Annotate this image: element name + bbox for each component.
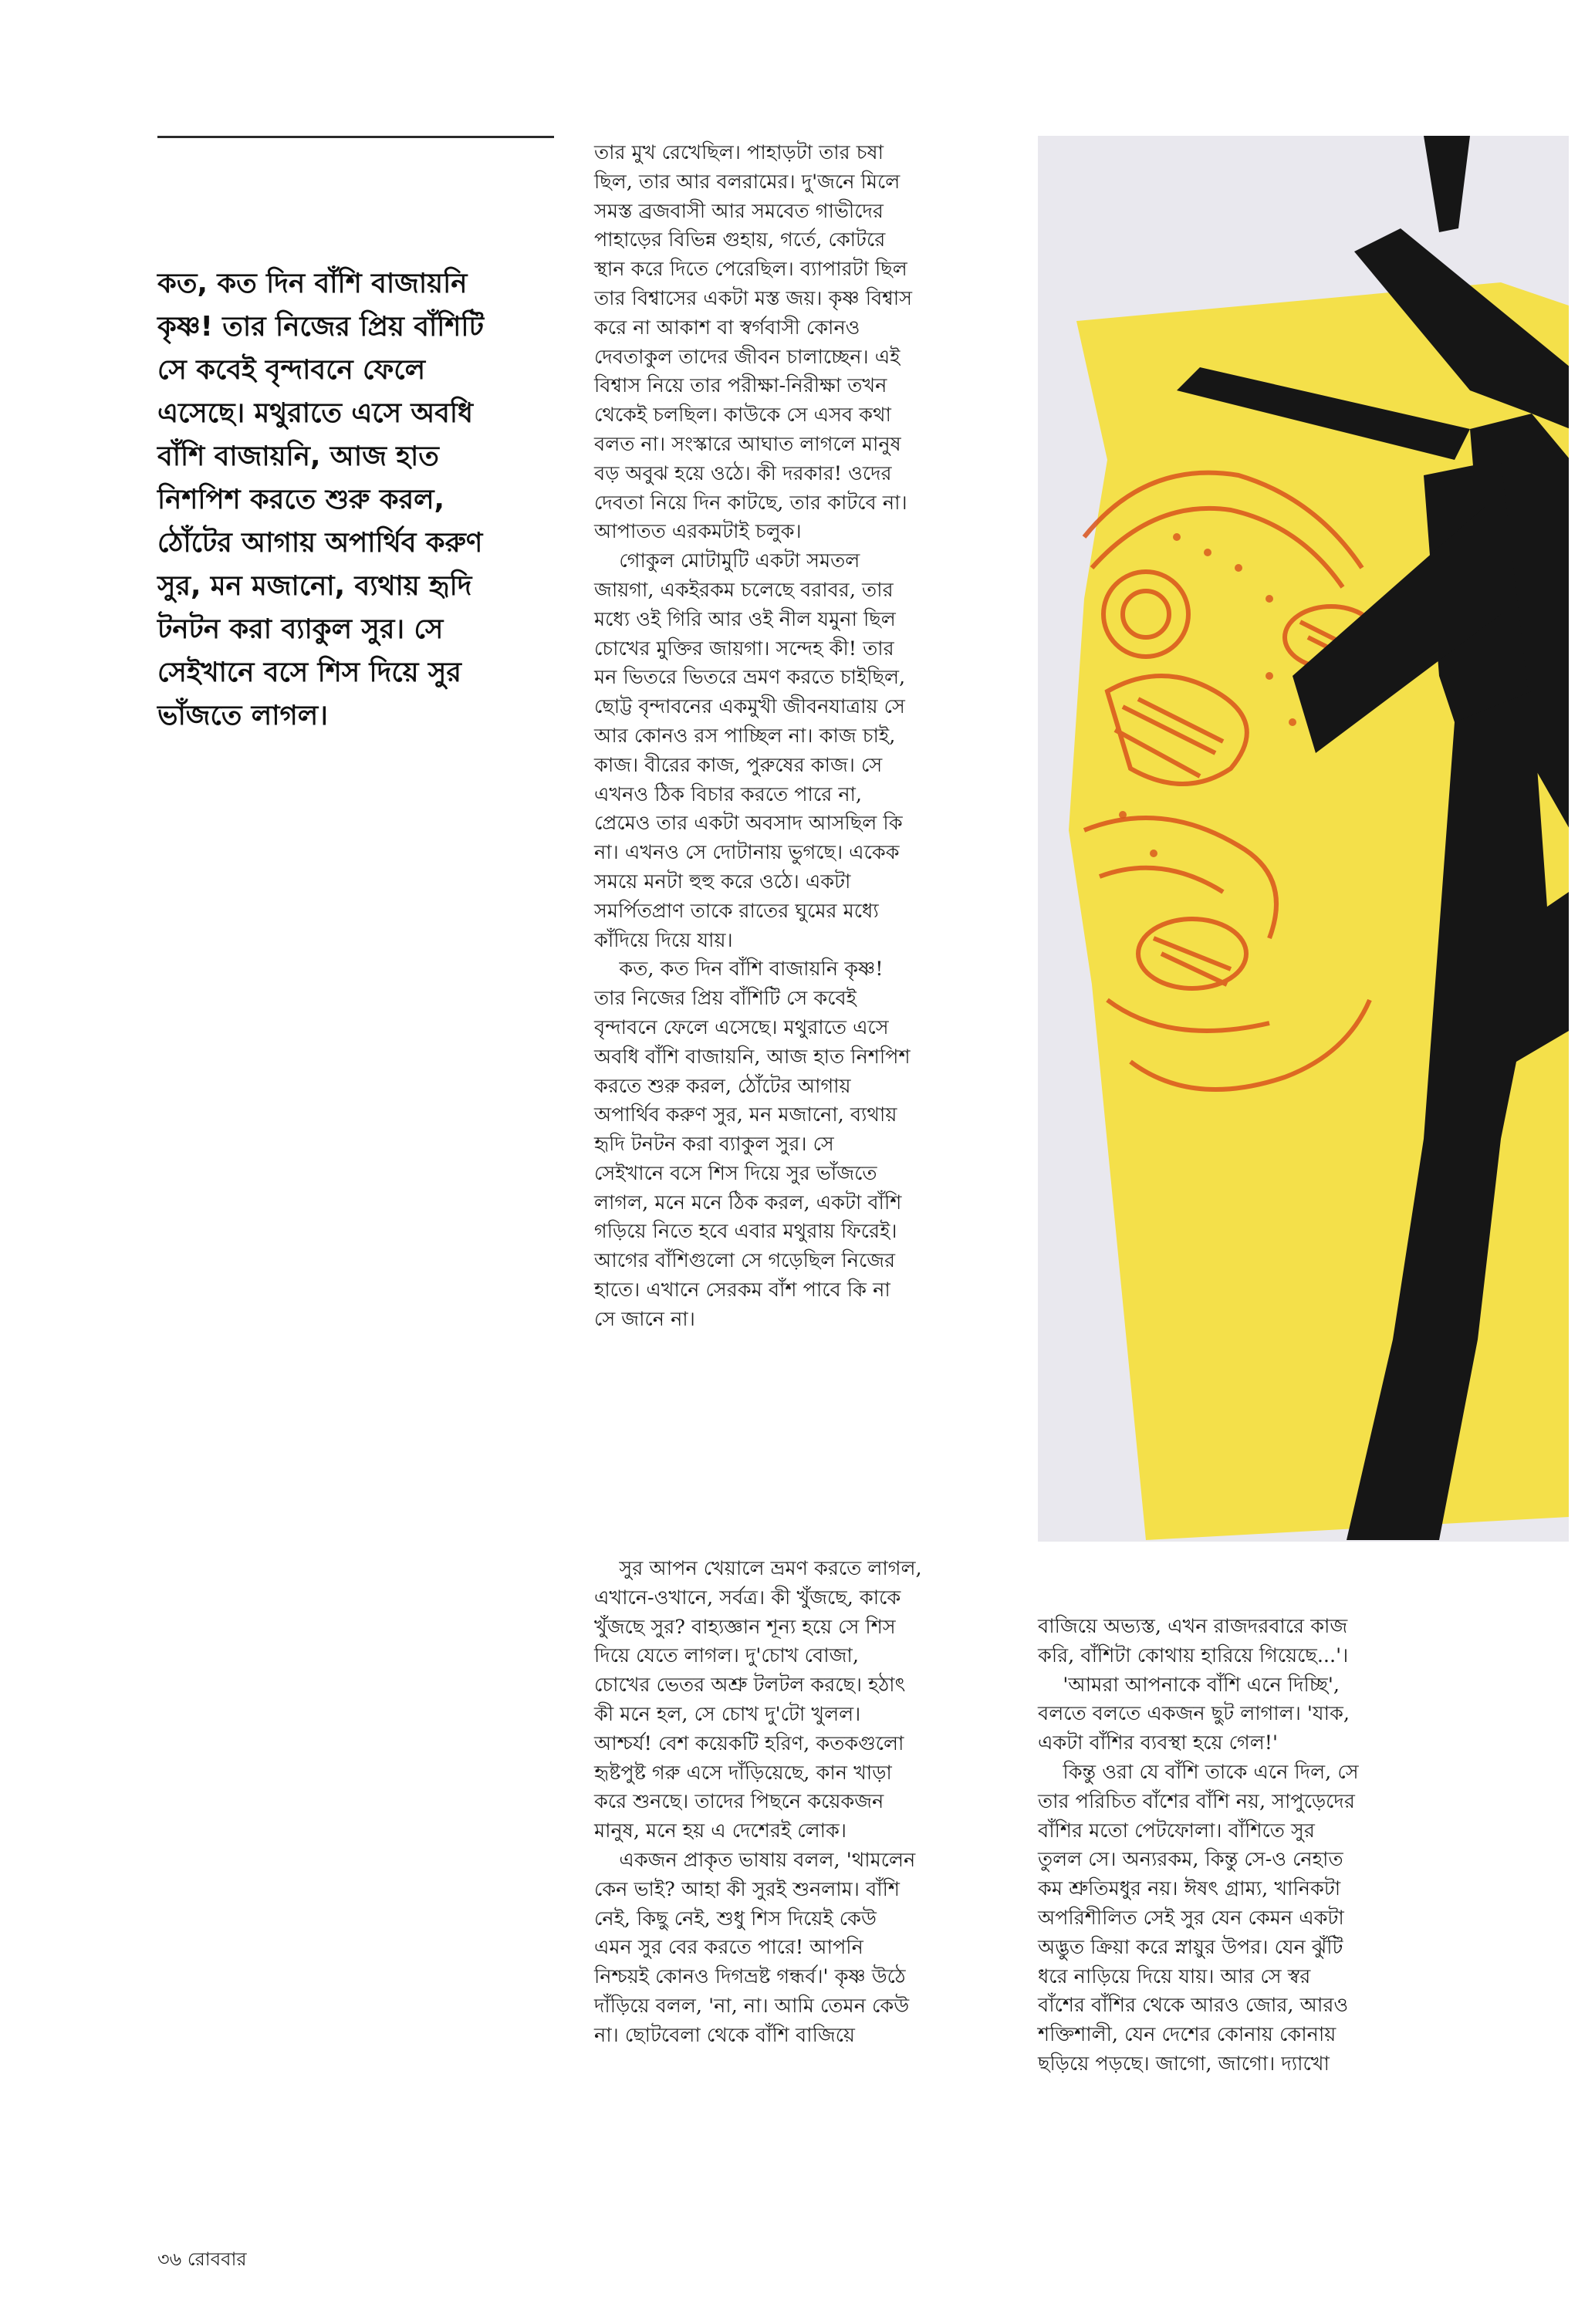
page-folio: ৩৬ রোববার	[157, 2248, 247, 2270]
body-column-middle-bottom: সুর আপন খেয়ালে ভ্রমণ করতে লাগল, এখানে-ওখানে, সর্বত্র। কী খুঁজছে, কাকে খুঁজছে সুর? বাহ্যজ্ঞান শূন্য হয়ে সে শিস দিয়ে যেতে লাগল। দু'চোখ বোজা, চোখের ভেতর অশ্রু টলটল করছে। হঠাৎ কী মনে হল, সে চোখ দু'টো খুলল। আশ্চর্য! বেশ কয়েকটি হরিণ, কতকগুলো হৃষ্টপুষ্ট গরু এসে দাঁড়িয়েছে, কান খাড়া করে শুনছে। তাদের পিছনে কয়েকজন মানুষ, মনে হয় এ দেশেরই লোক। একজন প্রাকৃত ভাষায় বলল, 'থামলেন কেন ভাই? আহা কী সুরই শুনলাম। বাঁশি নেই, কিছু নেই, শুধু শিস দিয়েই কেউ এমন সুর বের করতে পারে! আপনি নিশ্চয়ই কোনও দিগভ্রষ্ট গন্ধর্ব।' কৃষ্ণ উঠে দাঁড়িয়ে বলল, 'না, না। আমি তেমন কেউ না। ছোটবেলা থেকে বাঁশি বাজিয়ে	[594, 1557, 922, 2047]
top-rule	[157, 136, 554, 138]
pull-quote: কত, কত দিন বাঁশি বাজায়নি কৃষ্ণ! তার নিজের প্রিয় বাঁশিটি সে কবেই বৃন্দাবনে ফেলে এসেছে। মথুরাতে এসে অবধি বাঁশি বাজায়নি, আজ হাত নিশপিশ করতে শুরু করল, ঠোঁটের আগায় অপার্থিব করুণ সুর, মন মজানো, ব্যথায় হৃদি টনটন করা ব্যাকুল সুর। সে সেইখানে বসে শিস দিয়ে সুর ভাঁজতে লাগল।	[157, 268, 484, 731]
illustration-paper-cutout	[1038, 136, 1569, 1542]
body-column-middle-top: তার মুখ রেখেছিল। পাহাড়টা তার চষা ছিল, তার আর বলরামের। দু'জনে মিলে সমস্ত ব্রজবাসী আর সমবেত গাভীদের পাহাড়ের বিভিন্ন গুহায়, গর্তে, কোটরে স্থান করে দিতে পেরেছিল। ব্যাপারটা ছিল তার বিশ্বাসের একটা মস্ত জয়। কৃষ্ণ বিশ্বাস করে না আকাশ বা স্বর্গবাসী কোনও দেবতাকুল তাদের জীবন চালাচ্ছেন। এই বিশ্বাস নিয়ে তার পরীক্ষা-নিরীক্ষা তখন থেকেই চলছিল। কাউকে সে এসব কথা বলত না। সংস্কারে আঘাত লাগলে মানুষ বড় অবুঝ হয়ে ওঠে। কী দরকার! ওদের দেবতা নিয়ে দিন কাটছে, তার কাটবে না। আপাতত এরকমটাই চলুক। গোকুল মোটামুটি একটা সমতল জায়গা, একইরকম চলেছে বরাবর, তার মধ্যে ওই গিরি আর ওই নীল যমুনা ছিল চোখের মুক্তির জায়গা। সন্দেহ কী! তার মন ভিতরে ভিতরে ভ্রমণ করতে চাইছিল, ছোট্ট বৃন্দাবনের একমুখী জীবনযাত্রায় সে আর কোনও রস পাচ্ছিল না। কাজ চাই, কাজ। বীরের কাজ, পুরুষের কাজ। সে এখনও ঠিক বিচার করতে পারে না, প্রেমেও তার একটা অবসাদ আসছিল কি না। এখনও সে দোটানায় ভুগছে। একেক সময়ে মনটা হুহু করে ওঠে। একটা সমর্পিতপ্রাণ তাকে রাতের ঘুমের মধ্যে কাঁদিয়ে দিয়ে যায়। কত, কত দিন বাঁশি বাজায়নি কৃষ্ণ! তার নিজের প্রিয় বাঁশিটি সে কবেই বৃন্দাবনে ফেলে এসেছে। মথুরাতে এসে অবধি বাঁশি বাজায়নি, আজ হাত নিশপিশ করতে শুরু করল, ঠোঁটের আগায় অপার্থিব করুণ সুর, মন মজানো, ব্যথায় হৃদি টনটন করা ব্যাকুল সুর। সে সেইখানে বসে শিস দিয়ে সুর ভাঁজতে লাগল, মনে মনে ঠিক করল, একটা বাঁশি গড়িয়ে নিতে হবে এবার মথুরায় ফিরেই। আগের বাঁশিগুলো সে গড়েছিল নিজের হাতে। এখানে সেরকম বাঁশ পাবে কি না সে জানে না।	[594, 141, 913, 1331]
body-column-right: বাজিয়ে অভ্যস্ত, এখন রাজদরবারে কাজ করি, বাঁশিটা কোথায় হারিয়ে গিয়েছে...'। 'আমরা আপনাকে বাঁশি এনে দিচ্ছি', বলতে বলতে একজন ছুট লাগাল। 'যাক, একটা বাঁশির ব্যবস্থা হয়ে গেল!' কিন্তু ওরা যে বাঁশি তাকে এনে দিল, সে তার পরিচিত বাঁশের বাঁশি নয়, সাপুড়েদের বাঁশির মতো পেটফোলা। বাঁশিতে সুর তুলল সে। অন্যরকম, কিন্তু সে-ও নেহাত কম শ্রুতিমধুর নয়। ঈষৎ গ্রাম্য, খানিকটা অপরিশীলিত সেই সুর যেন কেমন একটা অদ্ভুত ক্রিয়া করে স্নায়ুর উপর। যেন ঝুঁটি ধরে নাড়িয়ে দিয়ে যায়। আর সে স্বর বাঁশের বাঁশির থেকে আরও জোর, আরও শক্তিশালী, যেন দেশের কোনায় কোনায় ছড়িয়ে পড়ছে। জাগো, জাগো। দ্যাখো	[1038, 1615, 1359, 2076]
